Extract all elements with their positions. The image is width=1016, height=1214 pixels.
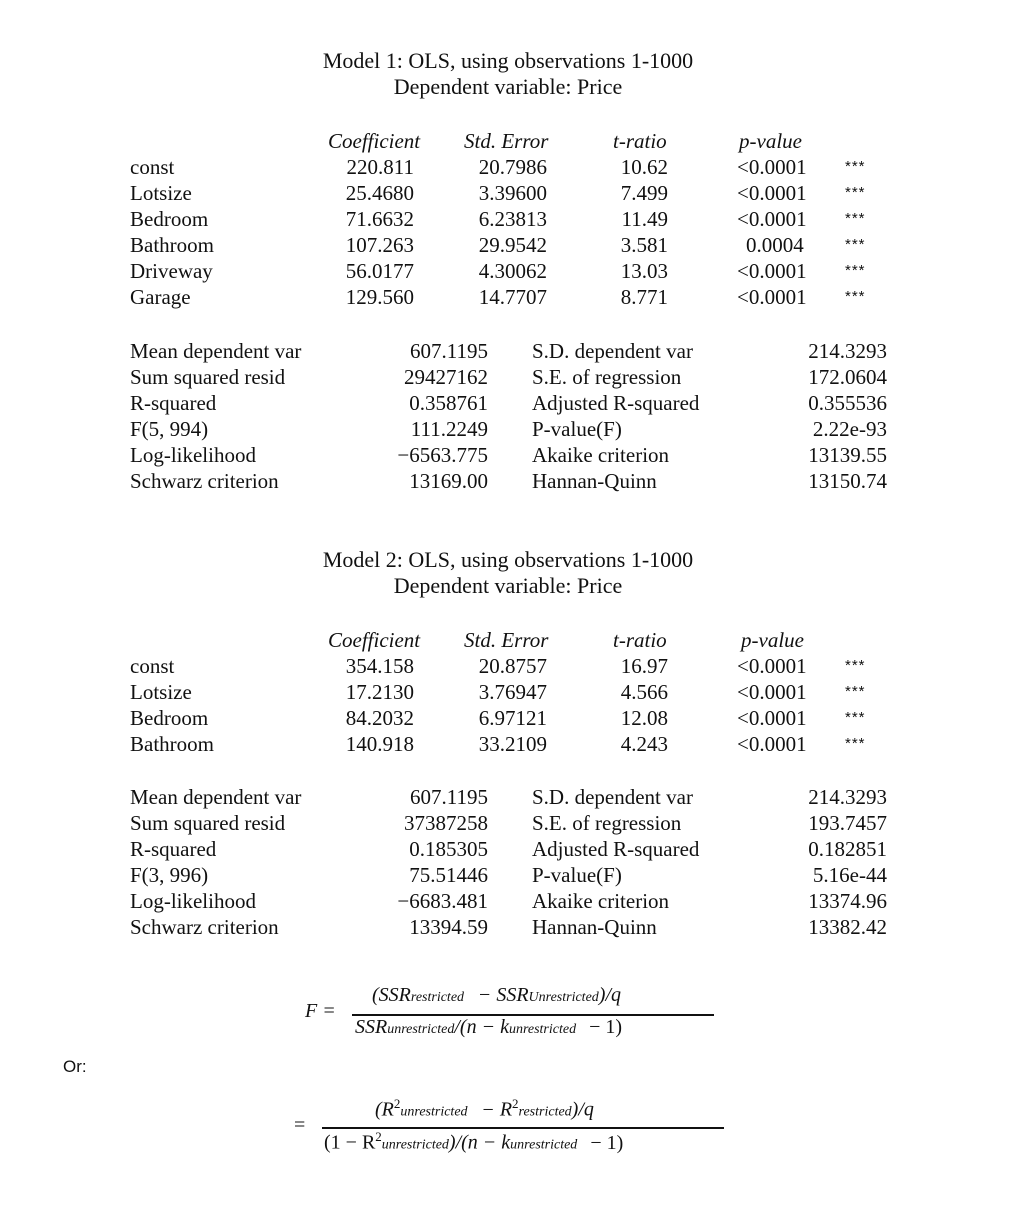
significance-stars: *** [845,683,866,700]
se-value: 14.7707 [478,285,547,309]
significance-stars: *** [845,184,866,201]
t-value: 13.03 [620,259,668,283]
se-value: 29.9542 [478,233,547,257]
table-row [0,731,1016,757]
formula2-numerator [375,1096,594,1122]
se-value: 3.76947 [478,680,547,704]
header-t-ratio: t-ratio [613,628,667,652]
coef-value: 17.2130 [345,680,414,704]
t-value: 10.62 [620,155,668,179]
se-value: 6.97121 [478,706,547,730]
model2-dependent: Dependent variable: Price [393,573,623,598]
var-name: Bedroom [130,207,209,231]
stat-label: Hannan-Quinn [532,915,657,939]
t-value: 11.49 [621,207,668,231]
stat-value: 37387258 [404,811,488,835]
stats-row [0,338,1016,364]
table-row [0,679,1016,705]
significance-stars: *** [845,735,866,752]
num-superscript: 2 [393,1096,401,1111]
minus-sign: − [479,984,491,1006]
se-value: 4.30062 [478,259,547,283]
stat-label: Schwarz criterion [130,469,279,493]
stat-value: 2.22e-93 [812,417,887,441]
den-term: − 1) [590,1131,624,1154]
stat-value: 13139.55 [808,443,887,467]
stat-value: 607.1195 [410,339,488,363]
coef-value: 71.6632 [345,207,414,231]
table-row [0,206,1016,232]
stat-value: 0.182851 [808,837,887,861]
t-value: 4.243 [620,732,668,756]
minus-sign: − [482,1098,494,1121]
t-value: 16.97 [620,654,668,678]
var-name: const [130,155,175,179]
num-term: SSR [496,984,529,1006]
num-subscript: restricted [518,1104,572,1120]
table-row [0,284,1016,310]
significance-stars: *** [845,210,866,227]
model1-title: Model 1: OLS, using observations 1-1000 [322,48,694,73]
den-subscript: unrestricted [387,1022,455,1037]
stat-label: F(5, 994) [130,417,209,441]
stat-value: 607.1195 [410,785,488,809]
stat-label: S.D. dependent var [532,339,693,363]
stat-value: 13382.42 [808,915,887,939]
stats-row [0,862,1016,888]
den-term: − 1) [589,1016,623,1038]
table-row [0,258,1016,284]
p-value: <0.0001 [737,732,807,756]
header-coefficient: Coefficient [328,628,421,652]
stat-label: Sum squared resid [130,811,286,835]
stat-label: Akaike criterion [532,443,670,467]
var-name: Lotsize [130,181,192,205]
stats-row [0,914,1016,940]
stat-value: 111.2249 [410,417,488,441]
var-name: Garage [130,285,191,309]
stats-row [0,784,1016,810]
stat-value: 193.7457 [808,811,887,835]
model1-dependent: Dependent variable: Price [393,74,623,99]
t-value: 12.08 [620,706,668,730]
se-value: 33.2109 [478,732,547,756]
stats-row [0,468,1016,494]
table-row [0,705,1016,731]
p-value: <0.0001 [737,181,807,205]
significance-stars: *** [845,709,866,726]
stat-label: Adjusted R-squared [532,837,700,861]
coef-value: 56.0177 [345,259,414,283]
stat-value: −6563.775 [397,443,488,467]
stat-value: 29427162 [404,365,488,389]
stat-label: Adjusted R-squared [532,391,700,415]
coef-value: 129.560 [345,285,414,309]
stat-label: S.E. of regression [532,811,682,835]
se-value: 3.39600 [478,181,547,205]
stat-value: 75.51446 [409,863,488,887]
stat-label: S.D. dependent var [532,785,693,809]
p-value: <0.0001 [737,654,807,678]
stat-value: 5.16e-44 [812,863,887,887]
coef-value: 140.918 [345,732,414,756]
var-name: Driveway [130,259,213,283]
se-value: 20.7986 [478,155,547,179]
stat-value: 13150.74 [808,469,887,493]
stat-label: Mean dependent var [130,339,302,363]
p-value: <0.0001 [737,155,807,179]
p-value: <0.0001 [737,259,807,283]
stat-label: Log-likelihood [130,889,256,913]
stat-label: Schwarz criterion [130,915,279,939]
stat-label: Akaike criterion [532,889,670,913]
stat-label: F(3, 996) [130,863,209,887]
var-name: Bathroom [130,233,214,257]
stat-value: 0.355536 [808,391,887,415]
var-name: const [130,654,175,678]
header-std-error: Std. Error [464,628,549,652]
t-value: 3.581 [620,233,668,257]
var-name: Bathroom [130,732,214,756]
header-p-value: p-value [741,628,804,652]
table-header [0,627,1016,653]
t-value: 4.566 [620,680,668,704]
den-subscript: unrestricted [381,1137,449,1153]
num-term: (SSR [372,984,411,1006]
den-term: /(n − k [454,1016,509,1038]
den-term: (1 − R [324,1131,376,1154]
stat-value: 0.185305 [409,837,488,861]
coef-value: 84.2032 [345,706,414,730]
stats-row [0,888,1016,914]
var-name: Bedroom [130,706,209,730]
header-t-ratio: t-ratio [613,129,667,153]
stat-label: S.E. of regression [532,365,682,389]
stats-row [0,390,1016,416]
header-std-error: Std. Error [464,129,549,153]
stat-label: Log-likelihood [130,443,256,467]
stat-value: 214.3293 [808,785,887,809]
stats-row [0,810,1016,836]
num-subscript: unrestricted [400,1104,468,1120]
significance-stars: *** [845,288,866,305]
num-term: )/q [571,1098,594,1121]
stat-label: Hannan-Quinn [532,469,657,493]
formula-lhs: F = [305,1000,336,1022]
p-value: 0.0004 [746,233,804,257]
coef-value: 107.263 [345,233,414,257]
table-row [0,154,1016,180]
num-term: R [499,1098,513,1121]
significance-stars: *** [845,236,866,253]
stats-row [0,416,1016,442]
p-value: <0.0001 [737,706,807,730]
stat-label: Mean dependent var [130,785,302,809]
t-value: 8.771 [620,285,668,309]
table-header [0,128,1016,154]
stat-value: 13394.59 [409,915,488,939]
formula1-denominator [355,1016,622,1039]
se-value: 20.8757 [478,654,547,678]
p-value: <0.0001 [737,207,807,231]
den-subscript: unrestricted [508,1022,577,1037]
table-row [0,180,1016,206]
significance-stars: *** [845,657,866,674]
coef-value: 354.158 [345,654,414,678]
t-value: 7.499 [620,181,668,205]
var-name: Lotsize [130,680,192,704]
p-value: <0.0001 [737,680,807,704]
significance-stars: *** [845,262,866,279]
table-row [0,232,1016,258]
stats-row [0,836,1016,862]
stat-label: P-value(F) [532,417,622,441]
model2-title: Model 2: OLS, using observations 1-1000 [322,547,694,572]
stats-row [0,364,1016,390]
num-superscript: 2 [512,1096,519,1111]
stat-label: P-value(F) [532,863,622,887]
formula1-numerator [372,984,621,1007]
num-term: (R [375,1098,394,1121]
se-value: 6.23813 [478,207,547,231]
stat-value: 172.0604 [808,365,887,389]
stats-row [0,442,1016,468]
num-subscript: Unrestricted [528,990,599,1005]
stat-label: Sum squared resid [130,365,286,389]
header-p-value: p-value [739,129,802,153]
formula2-denominator [324,1129,623,1155]
den-superscript: 2 [375,1129,382,1144]
coef-value: 220.811 [346,155,414,179]
den-term: )/(n − k [448,1131,511,1154]
den-subscript: unrestricted [510,1137,578,1153]
den-term: SSR [355,1016,388,1038]
p-value: <0.0001 [737,285,807,309]
stat-label: R-squared [130,837,217,861]
significance-stars: *** [845,158,866,175]
coef-value: 25.4680 [345,181,414,205]
stat-value: 214.3293 [808,339,887,363]
num-subscript: restricted [410,990,465,1005]
stat-value: −6683.481 [397,889,488,913]
stat-label: R-squared [130,391,217,415]
or-label: Or: [63,1057,87,1076]
formula-equals: = [294,1114,306,1136]
stat-value: 0.358761 [409,391,488,415]
stat-value: 13374.96 [808,889,887,913]
table-row [0,653,1016,679]
num-term: )/q [598,984,621,1006]
stat-value: 13169.00 [409,469,488,493]
header-coefficient: Coefficient [328,129,421,153]
